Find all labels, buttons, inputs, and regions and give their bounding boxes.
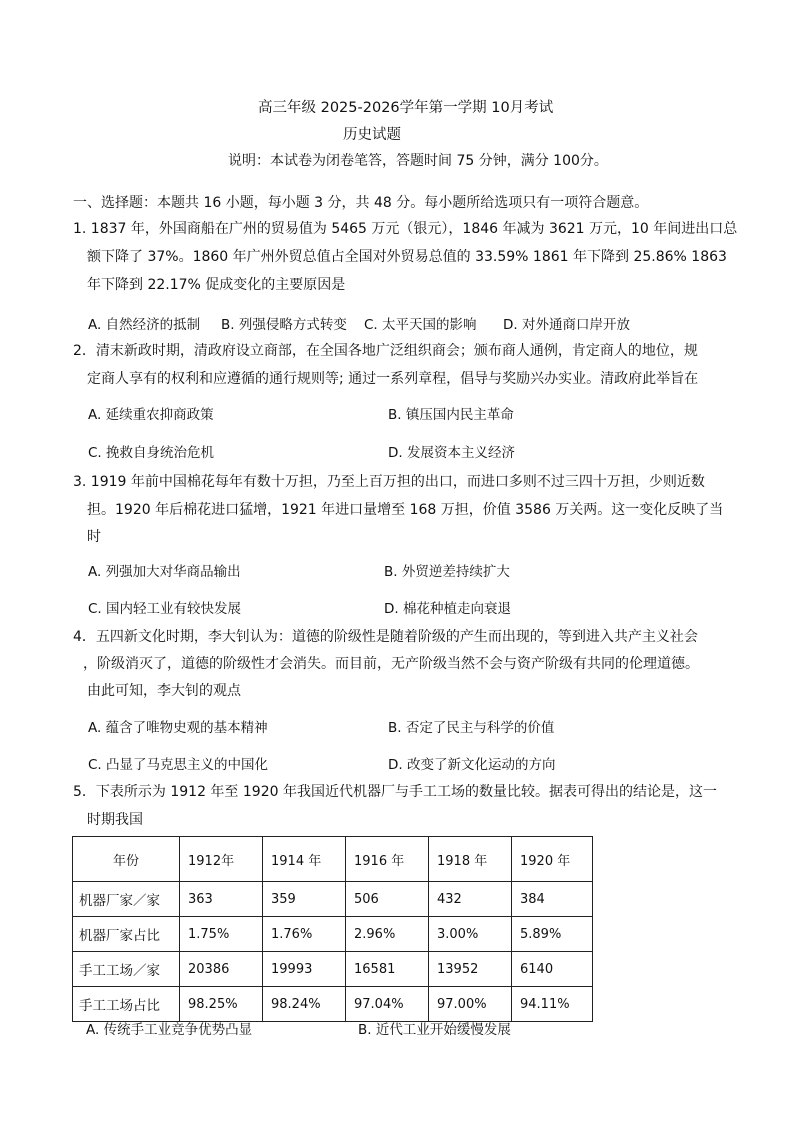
factory-comparison-table (72, 836, 593, 1022)
exam-note: 说明：本试卷为闭卷笔答，答题时间 75 分钟，满分 100分。 (228, 153, 608, 169)
table-cell: 16581 (346, 952, 429, 987)
question-4-option-d[interactable]: D. 改变了新文化运动的方向 (388, 757, 556, 773)
question-4-line-3: 由此可知，李大钊的观点 (87, 683, 241, 699)
table-row (73, 987, 593, 1022)
question-4-line-2: ，阶级消灭了，道德的阶级性才会消失。而目前，无产阶级当然不会与资产阶级有共同的伦理道德。 (83, 656, 699, 672)
question-4-option-b[interactable]: B. 否定了民主与科学的价值 (388, 720, 555, 736)
table-header-cell: 1914 年 (263, 837, 346, 882)
table-row (73, 882, 593, 917)
table-cell: 97.04% (346, 987, 429, 1022)
table-row (73, 952, 593, 987)
table-header-cell: 年份 (73, 837, 180, 882)
table-row-label: 手工工场占比 (73, 987, 180, 1022)
question-5-line-1: 5．下表所示为 1912 年至 1920 年我国近代机器厂与手工工场的数量比较。据表可得出的结论是，这一 (73, 784, 717, 800)
question-2-option-a[interactable]: A. 延续重农抑商政策 (88, 407, 214, 423)
table-cell: 6140 (512, 952, 593, 987)
table-cell: 97.00% (429, 987, 512, 1022)
question-5-option-a[interactable]: A. 传统手工业竞争优势凸显 (86, 1022, 253, 1038)
table-row (73, 917, 593, 952)
question-3-line-3: 时 (87, 529, 101, 545)
table-header-cell: 1916 年 (346, 837, 429, 882)
table-cell: 363 (180, 882, 263, 917)
question-5-line-2: 时期我国 (87, 812, 143, 828)
question-3-line-2: 担。1920 年后棉花进口猛增，1921 年进口量增至 168 万担，价值 3586 万关两。这一变化反映了当 (87, 502, 724, 518)
question-3-option-b[interactable]: B. 外贸逆差持续扩大 (384, 564, 510, 580)
question-4-option-c[interactable]: C. 凸显了马克思主义的中国化 (88, 757, 269, 773)
question-4-option-a[interactable]: A. 蕴含了唯物史观的基本精神 (88, 720, 268, 736)
table-cell: 98.24% (263, 987, 346, 1022)
table-cell: 384 (512, 882, 593, 917)
table-cell: 5.89% (512, 917, 593, 952)
question-1-option-b[interactable]: B. 列强侵略方式转变 (221, 317, 347, 333)
table-header-cell: 1920 年 (512, 837, 593, 882)
question-1-option-d[interactable]: D. 对外通商口岸开放 (503, 317, 630, 333)
question-2-line-2: 定商人享有的权利和应遵循的通行规则等; 通过一系列章程，倡导与奖励兴办实业。清政府此举旨在 (87, 371, 699, 387)
question-5-option-b[interactable]: B. 近代工业开始缓慢发展 (358, 1022, 511, 1038)
table-cell: 19993 (263, 952, 346, 987)
table-header-cell: 1918 年 (429, 837, 512, 882)
question-4-line-1: 4．五四新文化时期，李大钊认为：道德的阶级性是随着阶级的产生而出现的，等到进入共产主义社会 (73, 629, 698, 645)
table-header-row (73, 837, 593, 882)
question-3-option-c[interactable]: C. 国内轻工业有较快发展 (88, 601, 242, 617)
table-cell: 506 (346, 882, 429, 917)
question-1-option-a[interactable]: A. 自然经济的抵制 (88, 317, 201, 333)
table-cell: 13952 (429, 952, 512, 987)
table-cell: 1.76% (263, 917, 346, 952)
table-cell: 1.75% (180, 917, 263, 952)
table-cell: 432 (429, 882, 512, 917)
question-3-option-a[interactable]: A. 列强加大对华商品输出 (88, 564, 241, 580)
table-cell: 2.96% (346, 917, 429, 952)
exam-subject: 历史试题 (343, 127, 401, 143)
table-cell: 98.25% (180, 987, 263, 1022)
question-1-option-c[interactable]: C. 太平天国的影响 (364, 317, 477, 333)
question-1-line-2: 额下降了 37%。1860 年广州外贸总值占全国对外贸易总值的 33.59% 1861 年下降到 25.86% 1863 (87, 249, 727, 265)
table-row-label: 手工工场／家 (73, 952, 180, 987)
question-1-line-3: 年下降到 22.17% 促成变化的主要原因是 (87, 277, 346, 293)
question-3-line-1: 3. 1919 年前中国棉花每年有数十万担，乃至上百万担的出口，而进口多则不过三四十万担，少则近数 (73, 474, 705, 490)
section-heading: 一、选择题：本题共 16 小题，每小题 3 分，共 48 分。每小题所给选项只有一项符合题意。 (73, 195, 649, 211)
table-cell: 3.00% (429, 917, 512, 952)
question-1-line-1: 1. 1837 年，外国商船在广州的贸易值为 5465 万元（银元），1846 年减为 3621 万元，10 年间进出口总 (73, 221, 738, 237)
table-row-label: 机器厂家占比 (73, 917, 180, 952)
exam-title: 高三年级 2025-2026学年第一学期 10月考试 (258, 100, 554, 116)
question-3-option-d[interactable]: D. 棉花种植走向衰退 (384, 601, 511, 617)
question-2-line-1: 2．清末新政时期，清政府设立商部，在全国各地广泛组织商会；颁布商人通例，肯定商人的地位，规 (73, 343, 698, 359)
question-2-option-b[interactable]: B. 镇压国内民主革命 (388, 407, 514, 423)
table-row-label: 机器厂家／家 (73, 882, 180, 917)
table-cell: 94.11% (512, 987, 593, 1022)
table-cell: 359 (263, 882, 346, 917)
question-2-option-d[interactable]: D. 发展资本主义经济 (388, 445, 515, 461)
table-cell: 20386 (180, 952, 263, 987)
table-header-cell: 1912年 (180, 837, 263, 882)
question-2-option-c[interactable]: C. 挽救自身统治危机 (88, 445, 215, 461)
